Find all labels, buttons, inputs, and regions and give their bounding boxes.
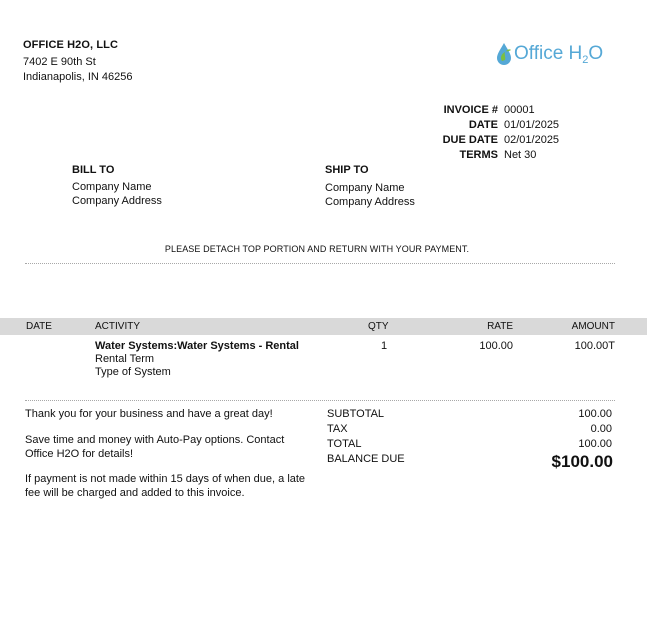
- row-amount: 100.00T: [574, 340, 615, 352]
- autopay-note-line1: Save time and money with Auto-Pay options. Contact: [25, 434, 285, 446]
- col-qty-header: QTY: [368, 321, 389, 332]
- row-description-1: Rental Term: [95, 353, 155, 365]
- company-address-line2: Indianapolis, IN 46256: [23, 71, 133, 83]
- row-activity: Water Systems:Water Systems - Rental: [95, 340, 299, 352]
- subtotal-value: 100.00: [578, 408, 612, 420]
- table-row: [0, 340, 647, 385]
- col-date-header: DATE: [26, 321, 52, 332]
- ship-to-address: Company Address: [325, 196, 415, 208]
- company-address-line1: 7402 E 90th St: [23, 56, 96, 68]
- autopay-note-line2: Office H2O for details!: [25, 448, 134, 460]
- table-header: [0, 318, 647, 335]
- balance-due-value: $100.00: [551, 452, 613, 471]
- invoice-date: 01/01/2025: [504, 119, 560, 131]
- bill-to-address: Company Address: [72, 195, 162, 207]
- due-date: 02/01/2025: [504, 134, 560, 146]
- tax-value: 0.00: [590, 423, 612, 435]
- company-logo: [494, 40, 614, 70]
- terms: Net 30: [504, 149, 537, 161]
- table-divider: [25, 400, 615, 401]
- invoice-number-row: [420, 103, 584, 118]
- tax-label: TAX: [327, 423, 348, 435]
- col-activity-header: ACTIVITY: [95, 321, 141, 332]
- logo-text: Office $H_2O$: [514, 43, 604, 66]
- detach-note: PLEASE DETACH TOP PORTION AND RETURN WITH YOUR PAYMENT.: [164, 244, 470, 254]
- terms-row: [420, 148, 584, 163]
- total-label: TOTAL: [327, 438, 362, 450]
- due-date-row: [420, 133, 584, 148]
- due-date-label: DUE DATE: [442, 134, 498, 146]
- ship-to-title: SHIP TO: [325, 164, 369, 176]
- water-drop-icon: [494, 40, 514, 68]
- invoice-meta: [420, 103, 584, 163]
- row-description-2: Type of System: [95, 366, 171, 378]
- col-rate-header: RATE: [487, 321, 513, 332]
- company-name: OFFICE H2O, LLC: [23, 39, 118, 51]
- ship-to-name: Company Name: [325, 182, 405, 194]
- bill-to-name: Company Name: [72, 181, 152, 193]
- invoice-date-row: [420, 118, 584, 133]
- invoice-date-label: DATE: [468, 119, 498, 131]
- row-qty: 1: [381, 340, 388, 352]
- thanks-note: Thank you for your business and have a great day!: [25, 408, 273, 420]
- invoice-number: 00001: [504, 104, 535, 116]
- row-rate: 100.00: [479, 340, 513, 352]
- late-fee-note-line1: If payment is not made within 15 days of when due, a late: [25, 473, 306, 485]
- col-amount-header: AMOUNT: [571, 321, 615, 332]
- invoice-number-label: INVOICE #: [443, 104, 498, 116]
- late-fee-note-line2: fee will be charged and added to this invoice.: [25, 487, 245, 499]
- total-value: 100.00: [578, 438, 612, 450]
- terms-label: TERMS: [459, 149, 498, 161]
- bill-to-title: BILL TO: [72, 164, 115, 176]
- detach-divider: [25, 263, 615, 264]
- balance-due-label: BALANCE DUE: [327, 453, 405, 465]
- subtotal-label: SUBTOTAL: [327, 408, 385, 420]
